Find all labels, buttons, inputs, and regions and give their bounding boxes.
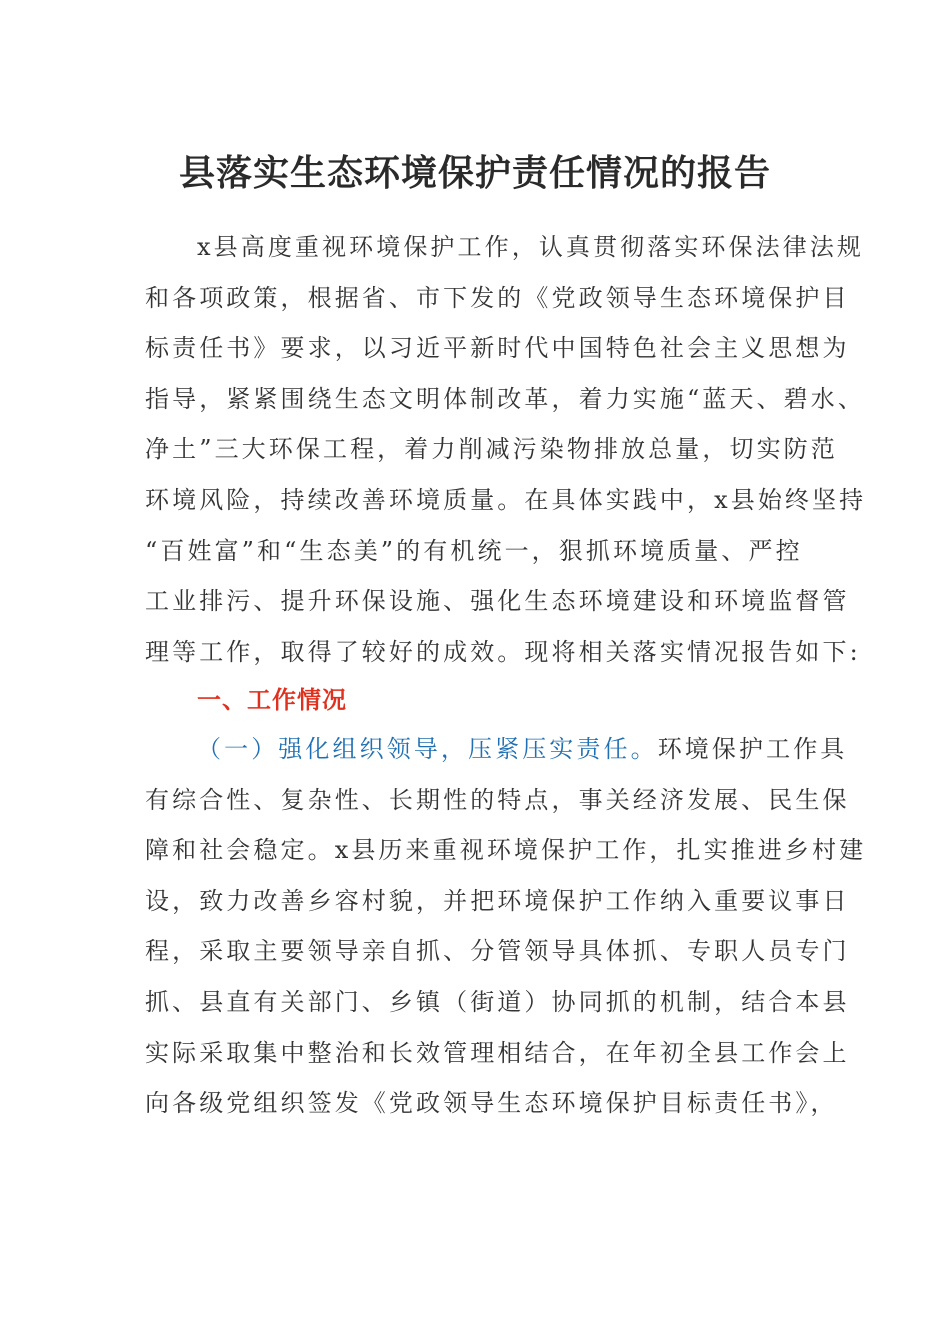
paragraph-line: 障和社会稳定。x县历来重视环境保护工作，扎实推进乡村建 bbox=[145, 836, 867, 865]
paragraph-line: 程，采取主要领导亲自抓、分管领导具体抓、专职人员专门 bbox=[145, 937, 850, 966]
paragraph-line: 设，致力改善乡容村貌，并把环境保护工作纳入重要议事日 bbox=[145, 886, 850, 915]
paragraph-line: 理等工作，取得了较好的成效。现将相关落实情况报告如下: bbox=[145, 637, 861, 666]
subsection-heading: （一）强化组织领导，压紧压实责任。 bbox=[197, 735, 658, 763]
subsection-paragraph bbox=[145, 724, 867, 1129]
paragraph-line: 净土”三大环保工程，着力削减污染物排放总量，切实防范 bbox=[145, 435, 838, 464]
paragraph-line: x县高度重视环境保护工作，认真贯彻落实环保法律法规 bbox=[197, 233, 865, 261]
paragraph-line: 实际采取集中整治和长效管理相结合，在年初全县工作会上 bbox=[145, 1038, 850, 1067]
section-heading: 一、工作情况 bbox=[197, 686, 347, 714]
paragraph-line-rest: 环境保护工作具 bbox=[657, 735, 848, 763]
paragraph-line: 标责任书》要求，以习近平新时代中国特色社会主义思想为 bbox=[145, 334, 850, 363]
document-title: 县落实生态环境保护责任情况的报告 bbox=[178, 152, 771, 194]
paragraph-line: 指导，紧紧围绕生态文明体制改革，着力实施“蓝天、碧水、 bbox=[145, 384, 865, 413]
paragraph-line: 向各级党组织签发《党政领导生态环境保护目标责任书》， bbox=[145, 1089, 838, 1118]
paragraph-line: 环境风险，持续改善环境质量。在具体实践中，x县始终坚持 bbox=[145, 485, 867, 514]
paragraph-line-with-heading bbox=[145, 724, 848, 775]
paragraph-line: 抓、县直有关部门、乡镇（街道）协同抓的机制，结合本县 bbox=[145, 987, 850, 1016]
paragraph-line: 有综合性、复杂性、长期性的特点，事关经济发展、民生保 bbox=[145, 785, 850, 814]
paragraph-line: 工业排污、提升环保设施、强化生态环境建设和环境监督管 bbox=[145, 587, 850, 616]
intro-paragraph bbox=[145, 222, 867, 677]
paragraph-line: “百姓富”和“生态美”的有机统一，狠抓环境质量、严控 bbox=[145, 536, 803, 565]
paragraph-line: 和各项政策，根据省、市下发的《党政领导生态环境保护目 bbox=[145, 283, 850, 312]
